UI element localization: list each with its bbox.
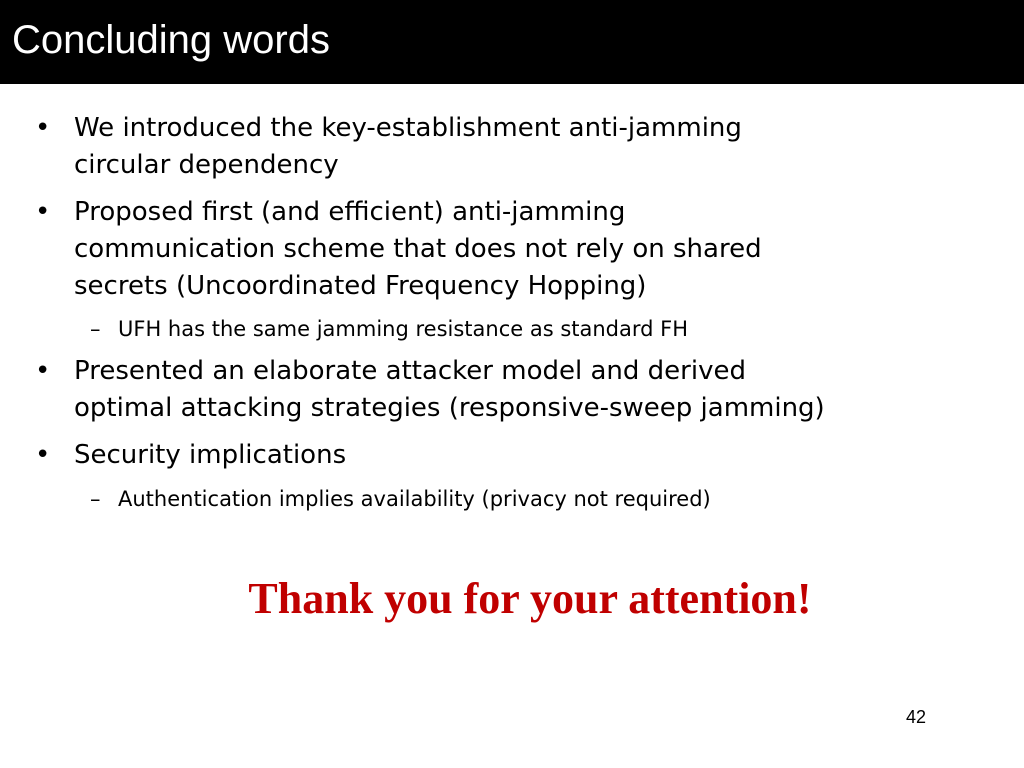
bullet-2-line-1: Proposed first (and efficient) anti-jamming bbox=[74, 197, 626, 227]
sub-bullet-4-1: Authentication implies availability (privacy not required) bbox=[118, 487, 711, 511]
sub-bullet-2-1: UFH has the same jamming resistance as standard FH bbox=[118, 317, 689, 341]
bullet-marker: • bbox=[35, 356, 51, 386]
bullet-1-line-1: We introduced the key-establishment anti-jamming bbox=[74, 113, 742, 143]
slide-title: Concluding words bbox=[12, 18, 330, 62]
bullet-marker: • bbox=[35, 197, 51, 227]
bullet-3-line-1: Presented an elaborate attacker model and derived bbox=[74, 356, 746, 386]
thank-you-message: Thank you for your attention! bbox=[248, 574, 812, 623]
sub-bullet-marker: – bbox=[90, 317, 101, 341]
bullet-4-line-1: Security implications bbox=[74, 440, 347, 470]
bullet-2-line-2: communication scheme that does not rely on shared bbox=[74, 234, 762, 264]
bullet-marker: • bbox=[35, 113, 51, 143]
sub-bullet-marker: – bbox=[90, 487, 101, 511]
bullet-1-line-2: circular dependency bbox=[74, 150, 339, 180]
bullet-2-line-3: secrets (Uncoordinated Frequency Hopping) bbox=[74, 271, 647, 301]
bullet-marker: • bbox=[35, 440, 51, 470]
bullet-3-line-2: optimal attacking strategies (responsive-sweep jamming) bbox=[74, 393, 825, 423]
page-number: 42 bbox=[906, 707, 927, 727]
